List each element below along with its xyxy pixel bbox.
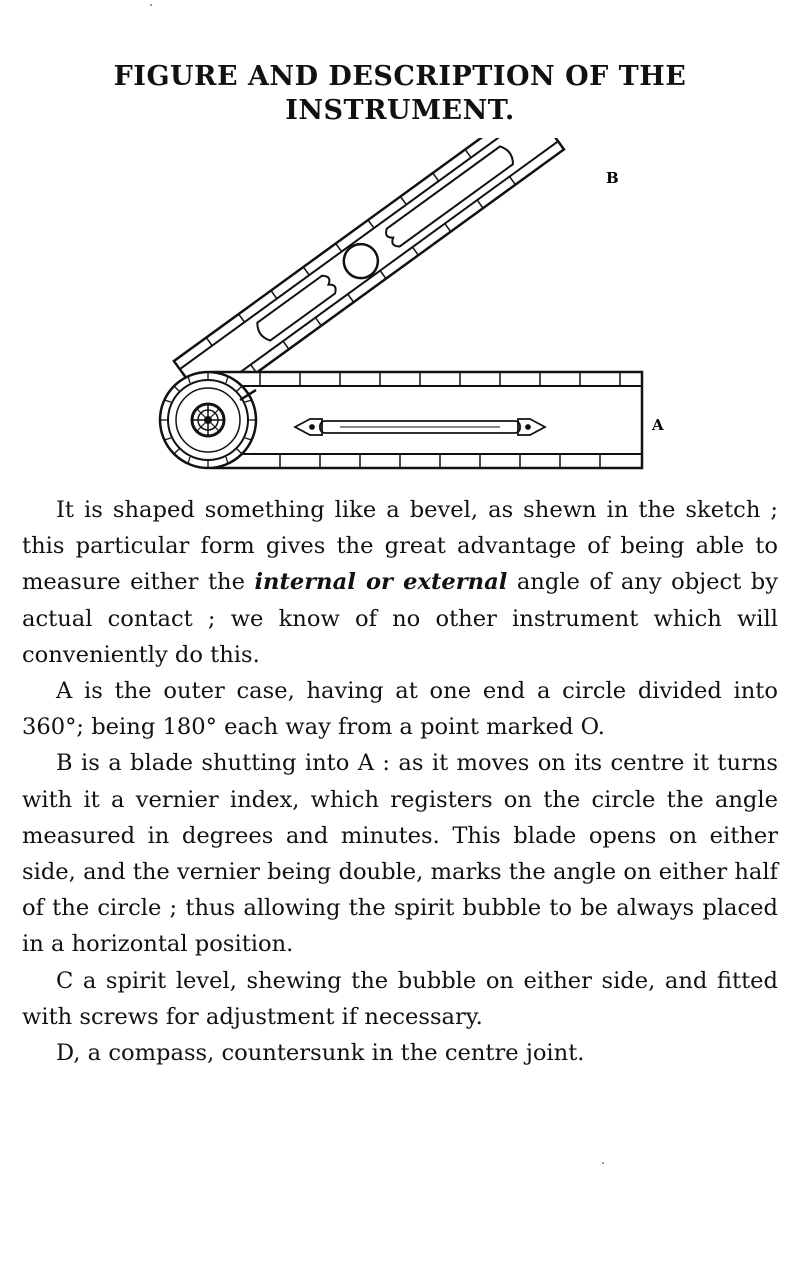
- figure-label-a: A: [652, 416, 664, 434]
- print-speck: [602, 1162, 604, 1164]
- blade-b: [174, 138, 564, 408]
- page-title: [0, 60, 800, 128]
- emphasis-internal-external: internal or external: [254, 569, 508, 596]
- print-speck: [150, 4, 152, 6]
- paragraph-1-start: It is shaped something like a bevel, as shewn in the sketch ; this particular form gives the great advantage of being able to measure either the: [22, 497, 778, 596]
- paragraph-3: B is a blade shutting into A : as it moves on its centre it turns with it a vernier index, which registers on the circle the angle measured in degrees and minutes. This blade opens on either side, and the vernier being double, marks the angle on either half of the circle ; thus allowing the spirit bubble to be always placed in a horizontal position.: [22, 750, 778, 958]
- paragraph-1: [22, 492, 778, 673]
- case-a: [212, 372, 642, 468]
- title-line-1: FIGURE AND DESCRIPTION OF THE: [113, 61, 687, 92]
- description-text: [22, 492, 778, 1071]
- title-line-2: INSTRUMENT.: [285, 95, 515, 126]
- paragraph-1-end: angle of any object by actual contact ; we know of no other instrument which will conveniently do this.: [22, 569, 778, 668]
- bevel-illustration: [150, 138, 690, 478]
- figure-label-b: B: [606, 169, 619, 187]
- compass-icon: [192, 404, 224, 436]
- paragraph-5: D, a compass, countersunk in the centre joint.: [56, 1040, 585, 1067]
- instrument-figure: [150, 138, 690, 478]
- paragraph-4: C a spirit level, shewing the bubble on either side, and fitted with screws for adjustment if necessary.: [22, 967, 778, 1030]
- paragraph-2: A is the outer case, having at one end a circle divided into 360°; being 180° each way from a point marked O.: [22, 678, 778, 741]
- centre-joint: [160, 372, 256, 468]
